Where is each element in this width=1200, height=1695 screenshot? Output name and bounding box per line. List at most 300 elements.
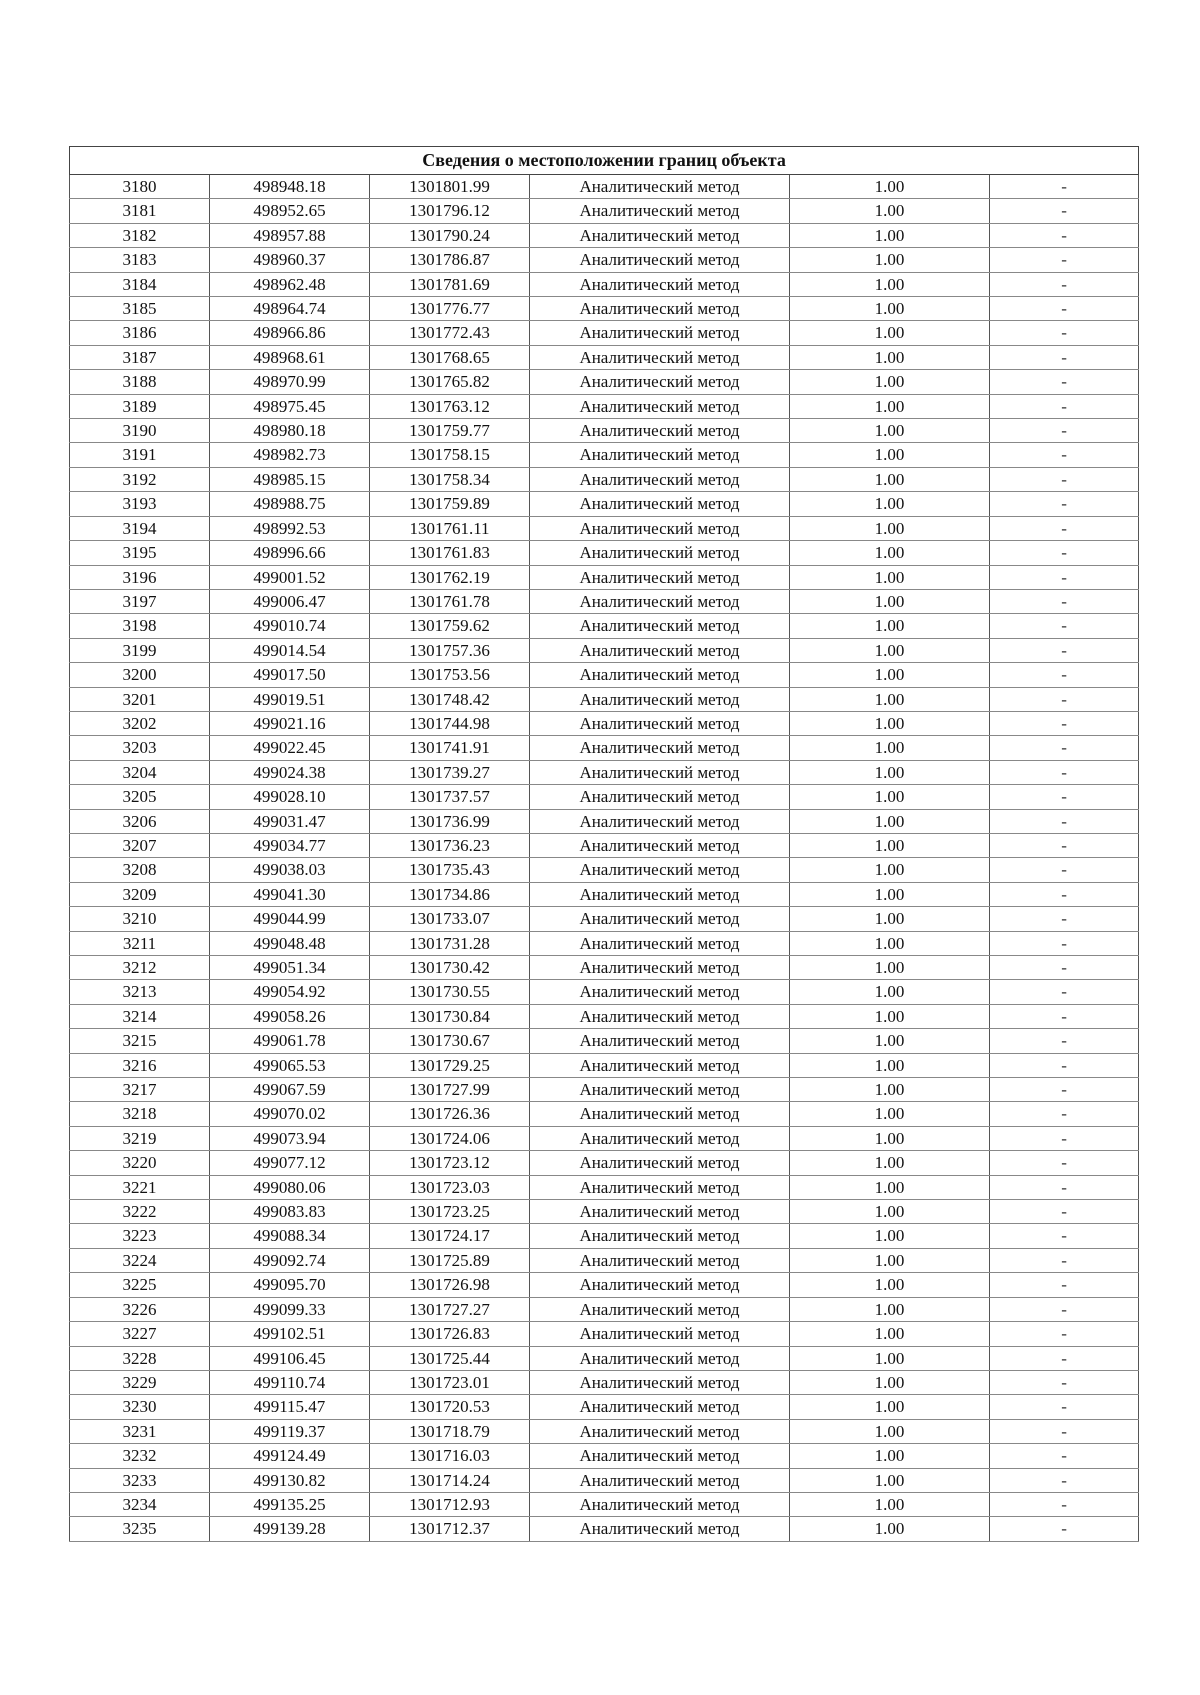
accuracy-cell: 1.00 [790, 858, 990, 882]
coord-y-cell: 1301753.56 [370, 663, 530, 687]
accuracy-cell: 1.00 [790, 833, 990, 857]
method-cell: Аналитический метод [530, 1273, 790, 1297]
point-number-cell: 3229 [70, 1370, 210, 1394]
table-row [70, 907, 1139, 931]
coord-x-cell: 499006.47 [210, 589, 370, 613]
coord-y-cell: 1301734.86 [370, 882, 530, 906]
coord-x-cell: 499139.28 [210, 1517, 370, 1541]
method-cell: Аналитический метод [530, 1370, 790, 1394]
point-number-cell: 3182 [70, 223, 210, 247]
method-cell: Аналитический метод [530, 907, 790, 931]
coord-y-cell: 1301772.43 [370, 321, 530, 345]
point-number-cell: 3219 [70, 1126, 210, 1150]
coord-x-cell: 499028.10 [210, 785, 370, 809]
coord-x-cell: 499080.06 [210, 1175, 370, 1199]
accuracy-cell: 1.00 [790, 419, 990, 443]
note-cell: - [990, 736, 1139, 760]
accuracy-cell: 1.00 [790, 785, 990, 809]
coord-x-cell: 498982.73 [210, 443, 370, 467]
point-number-cell: 3203 [70, 736, 210, 760]
point-number-cell: 3227 [70, 1322, 210, 1346]
note-cell: - [990, 858, 1139, 882]
method-cell: Аналитический метод [530, 663, 790, 687]
coord-x-cell: 498952.65 [210, 199, 370, 223]
method-cell: Аналитический метод [530, 223, 790, 247]
table-row [70, 1346, 1139, 1370]
note-cell: - [990, 1468, 1139, 1492]
table-row [70, 492, 1139, 516]
coord-x-cell: 499124.49 [210, 1444, 370, 1468]
coord-y-cell: 1301759.89 [370, 492, 530, 516]
method-cell: Аналитический метод [530, 1517, 790, 1541]
coord-x-cell: 499034.77 [210, 833, 370, 857]
note-cell: - [990, 272, 1139, 296]
accuracy-cell: 1.00 [790, 1370, 990, 1394]
point-number-cell: 3181 [70, 199, 210, 223]
accuracy-cell: 1.00 [790, 736, 990, 760]
coord-x-cell: 499077.12 [210, 1151, 370, 1175]
note-cell: - [990, 1078, 1139, 1102]
table-row [70, 565, 1139, 589]
coord-y-cell: 1301730.55 [370, 980, 530, 1004]
accuracy-cell: 1.00 [790, 1126, 990, 1150]
method-cell: Аналитический метод [530, 956, 790, 980]
accuracy-cell: 1.00 [790, 1175, 990, 1199]
note-cell: - [990, 614, 1139, 638]
point-number-cell: 3218 [70, 1102, 210, 1126]
accuracy-cell: 1.00 [790, 199, 990, 223]
coord-y-cell: 1301796.12 [370, 199, 530, 223]
method-cell: Аналитический метод [530, 589, 790, 613]
table-row [70, 1322, 1139, 1346]
coord-x-cell: 498992.53 [210, 516, 370, 540]
coord-y-cell: 1301737.57 [370, 785, 530, 809]
point-number-cell: 3198 [70, 614, 210, 638]
note-cell: - [990, 663, 1139, 687]
point-number-cell: 3204 [70, 760, 210, 784]
coord-x-cell: 498988.75 [210, 492, 370, 516]
accuracy-cell: 1.00 [790, 394, 990, 418]
coord-y-cell: 1301720.53 [370, 1395, 530, 1419]
point-number-cell: 3205 [70, 785, 210, 809]
point-number-cell: 3220 [70, 1151, 210, 1175]
accuracy-cell: 1.00 [790, 272, 990, 296]
note-cell: - [990, 809, 1139, 833]
method-cell: Аналитический метод [530, 785, 790, 809]
method-cell: Аналитический метод [530, 394, 790, 418]
note-cell: - [990, 1053, 1139, 1077]
table-row [70, 736, 1139, 760]
table-row [70, 199, 1139, 223]
point-number-cell: 3188 [70, 370, 210, 394]
point-number-cell: 3180 [70, 175, 210, 199]
point-number-cell: 3193 [70, 492, 210, 516]
accuracy-cell: 1.00 [790, 1053, 990, 1077]
note-cell: - [990, 443, 1139, 467]
table-body [70, 175, 1139, 1542]
coord-y-cell: 1301748.42 [370, 687, 530, 711]
point-number-cell: 3199 [70, 638, 210, 662]
coord-x-cell: 499061.78 [210, 1029, 370, 1053]
point-number-cell: 3201 [70, 687, 210, 711]
accuracy-cell: 1.00 [790, 1029, 990, 1053]
coord-x-cell: 499024.38 [210, 760, 370, 784]
point-number-cell: 3192 [70, 467, 210, 491]
coord-y-cell: 1301762.19 [370, 565, 530, 589]
note-cell: - [990, 833, 1139, 857]
coord-y-cell: 1301801.99 [370, 175, 530, 199]
table-row [70, 1004, 1139, 1028]
method-cell: Аналитический метод [530, 882, 790, 906]
note-cell: - [990, 907, 1139, 931]
table-row [70, 272, 1139, 296]
coord-x-cell: 498980.18 [210, 419, 370, 443]
point-number-cell: 3233 [70, 1468, 210, 1492]
method-cell: Аналитический метод [530, 175, 790, 199]
accuracy-cell: 1.00 [790, 882, 990, 906]
point-number-cell: 3184 [70, 272, 210, 296]
coord-y-cell: 1301759.62 [370, 614, 530, 638]
note-cell: - [990, 980, 1139, 1004]
point-number-cell: 3213 [70, 980, 210, 1004]
point-number-cell: 3223 [70, 1224, 210, 1248]
coord-y-cell: 1301723.03 [370, 1175, 530, 1199]
coord-y-cell: 1301718.79 [370, 1419, 530, 1443]
coord-x-cell: 499014.54 [210, 638, 370, 662]
method-cell: Аналитический метод [530, 687, 790, 711]
coord-y-cell: 1301724.06 [370, 1126, 530, 1150]
point-number-cell: 3183 [70, 248, 210, 272]
point-number-cell: 3224 [70, 1248, 210, 1272]
note-cell: - [990, 541, 1139, 565]
accuracy-cell: 1.00 [790, 663, 990, 687]
coord-y-cell: 1301758.15 [370, 443, 530, 467]
table-row [70, 1248, 1139, 1272]
note-cell: - [990, 492, 1139, 516]
coord-y-cell: 1301761.11 [370, 516, 530, 540]
coord-y-cell: 1301729.25 [370, 1053, 530, 1077]
method-cell: Аналитический метод [530, 1419, 790, 1443]
note-cell: - [990, 1273, 1139, 1297]
coord-y-cell: 1301733.07 [370, 907, 530, 931]
coord-y-cell: 1301726.36 [370, 1102, 530, 1126]
method-cell: Аналитический метод [530, 638, 790, 662]
note-cell: - [990, 956, 1139, 980]
point-number-cell: 3191 [70, 443, 210, 467]
note-cell: - [990, 1517, 1139, 1541]
coord-y-cell: 1301744.98 [370, 711, 530, 735]
accuracy-cell: 1.00 [790, 297, 990, 321]
table-row [70, 370, 1139, 394]
note-cell: - [990, 565, 1139, 589]
accuracy-cell: 1.00 [790, 223, 990, 247]
coord-y-cell: 1301758.34 [370, 467, 530, 491]
coord-y-cell: 1301786.87 [370, 248, 530, 272]
method-cell: Аналитический метод [530, 1395, 790, 1419]
note-cell: - [990, 785, 1139, 809]
table-row [70, 663, 1139, 687]
table-row [70, 175, 1139, 199]
note-cell: - [990, 370, 1139, 394]
note-cell: - [990, 1297, 1139, 1321]
method-cell: Аналитический метод [530, 443, 790, 467]
coord-y-cell: 1301712.37 [370, 1517, 530, 1541]
coord-x-cell: 499102.51 [210, 1322, 370, 1346]
table-row [70, 785, 1139, 809]
accuracy-cell: 1.00 [790, 760, 990, 784]
point-number-cell: 3189 [70, 394, 210, 418]
coord-y-cell: 1301726.98 [370, 1273, 530, 1297]
method-cell: Аналитический метод [530, 272, 790, 296]
note-cell: - [990, 589, 1139, 613]
coord-x-cell: 499119.37 [210, 1419, 370, 1443]
coord-y-cell: 1301741.91 [370, 736, 530, 760]
accuracy-cell: 1.00 [790, 687, 990, 711]
coord-y-cell: 1301724.17 [370, 1224, 530, 1248]
table-row [70, 1395, 1139, 1419]
method-cell: Аналитический метод [530, 1444, 790, 1468]
accuracy-cell: 1.00 [790, 565, 990, 589]
coord-x-cell: 498985.15 [210, 467, 370, 491]
coord-x-cell: 499106.45 [210, 1346, 370, 1370]
method-cell: Аналитический метод [530, 467, 790, 491]
table-row [70, 882, 1139, 906]
method-cell: Аналитический метод [530, 833, 790, 857]
coord-y-cell: 1301761.83 [370, 541, 530, 565]
coord-x-cell: 499095.70 [210, 1273, 370, 1297]
accuracy-cell: 1.00 [790, 589, 990, 613]
note-cell: - [990, 1419, 1139, 1443]
method-cell: Аналитический метод [530, 199, 790, 223]
point-number-cell: 3214 [70, 1004, 210, 1028]
accuracy-cell: 1.00 [790, 1492, 990, 1516]
method-cell: Аналитический метод [530, 809, 790, 833]
note-cell: - [990, 345, 1139, 369]
coord-x-cell: 499044.99 [210, 907, 370, 931]
coord-y-cell: 1301763.12 [370, 394, 530, 418]
table-row [70, 541, 1139, 565]
accuracy-cell: 1.00 [790, 443, 990, 467]
note-cell: - [990, 199, 1139, 223]
coord-y-cell: 1301716.03 [370, 1444, 530, 1468]
coord-y-cell: 1301765.82 [370, 370, 530, 394]
coord-x-cell: 498957.88 [210, 223, 370, 247]
note-cell: - [990, 1395, 1139, 1419]
coord-y-cell: 1301739.27 [370, 760, 530, 784]
table-row [70, 248, 1139, 272]
coord-y-cell: 1301736.23 [370, 833, 530, 857]
accuracy-cell: 1.00 [790, 248, 990, 272]
table-row [70, 1102, 1139, 1126]
method-cell: Аналитический метод [530, 931, 790, 955]
point-number-cell: 3228 [70, 1346, 210, 1370]
point-number-cell: 3217 [70, 1078, 210, 1102]
table-row [70, 1029, 1139, 1053]
note-cell: - [990, 1200, 1139, 1224]
accuracy-cell: 1.00 [790, 907, 990, 931]
table-row [70, 980, 1139, 1004]
table-row [70, 1370, 1139, 1394]
coord-y-cell: 1301712.93 [370, 1492, 530, 1516]
point-number-cell: 3230 [70, 1395, 210, 1419]
coord-x-cell: 498996.66 [210, 541, 370, 565]
point-number-cell: 3190 [70, 419, 210, 443]
accuracy-cell: 1.00 [790, 1346, 990, 1370]
table-title: Сведения о местоположении границ объекта [70, 147, 1139, 175]
table-row [70, 687, 1139, 711]
table-row [70, 1297, 1139, 1321]
table-row [70, 1200, 1139, 1224]
note-cell: - [990, 1004, 1139, 1028]
point-number-cell: 3226 [70, 1297, 210, 1321]
coord-x-cell: 499010.74 [210, 614, 370, 638]
method-cell: Аналитический метод [530, 1126, 790, 1150]
point-number-cell: 3207 [70, 833, 210, 857]
coord-y-cell: 1301730.42 [370, 956, 530, 980]
note-cell: - [990, 516, 1139, 540]
table-row [70, 809, 1139, 833]
accuracy-cell: 1.00 [790, 1151, 990, 1175]
coord-x-cell: 498966.86 [210, 321, 370, 345]
note-cell: - [990, 1175, 1139, 1199]
accuracy-cell: 1.00 [790, 956, 990, 980]
table-row [70, 956, 1139, 980]
point-number-cell: 3212 [70, 956, 210, 980]
coord-x-cell: 499115.47 [210, 1395, 370, 1419]
method-cell: Аналитический метод [530, 1102, 790, 1126]
table-title-row [70, 147, 1139, 175]
coord-x-cell: 499051.34 [210, 956, 370, 980]
table-row [70, 1517, 1139, 1541]
point-number-cell: 3187 [70, 345, 210, 369]
method-cell: Аналитический метод [530, 1053, 790, 1077]
point-number-cell: 3222 [70, 1200, 210, 1224]
note-cell: - [990, 1151, 1139, 1175]
coord-y-cell: 1301723.12 [370, 1151, 530, 1175]
coord-x-cell: 498962.48 [210, 272, 370, 296]
coord-x-cell: 499135.25 [210, 1492, 370, 1516]
table-row [70, 1492, 1139, 1516]
coord-x-cell: 499070.02 [210, 1102, 370, 1126]
coord-y-cell: 1301736.99 [370, 809, 530, 833]
coord-x-cell: 499022.45 [210, 736, 370, 760]
accuracy-cell: 1.00 [790, 1273, 990, 1297]
note-cell: - [990, 1346, 1139, 1370]
method-cell: Аналитический метод [530, 980, 790, 1004]
table-row [70, 638, 1139, 662]
coord-x-cell: 498975.45 [210, 394, 370, 418]
accuracy-cell: 1.00 [790, 638, 990, 662]
point-number-cell: 3200 [70, 663, 210, 687]
point-number-cell: 3194 [70, 516, 210, 540]
coord-x-cell: 499001.52 [210, 565, 370, 589]
coord-y-cell: 1301757.36 [370, 638, 530, 662]
coord-y-cell: 1301723.25 [370, 1200, 530, 1224]
point-number-cell: 3234 [70, 1492, 210, 1516]
method-cell: Аналитический метод [530, 1200, 790, 1224]
coord-y-cell: 1301776.77 [370, 297, 530, 321]
table-row [70, 614, 1139, 638]
coord-x-cell: 499130.82 [210, 1468, 370, 1492]
coord-x-cell: 498970.99 [210, 370, 370, 394]
note-cell: - [990, 419, 1139, 443]
point-number-cell: 3225 [70, 1273, 210, 1297]
method-cell: Аналитический метод [530, 492, 790, 516]
coord-x-cell: 498960.37 [210, 248, 370, 272]
accuracy-cell: 1.00 [790, 1248, 990, 1272]
point-number-cell: 3206 [70, 809, 210, 833]
coord-y-cell: 1301727.99 [370, 1078, 530, 1102]
method-cell: Аналитический метод [530, 614, 790, 638]
accuracy-cell: 1.00 [790, 345, 990, 369]
coord-x-cell: 499110.74 [210, 1370, 370, 1394]
table-row [70, 1419, 1139, 1443]
point-number-cell: 3215 [70, 1029, 210, 1053]
method-cell: Аналитический метод [530, 370, 790, 394]
table-row [70, 931, 1139, 955]
coord-x-cell: 499099.33 [210, 1297, 370, 1321]
method-cell: Аналитический метод [530, 1004, 790, 1028]
coord-y-cell: 1301735.43 [370, 858, 530, 882]
point-number-cell: 3210 [70, 907, 210, 931]
table-row [70, 1468, 1139, 1492]
method-cell: Аналитический метод [530, 1078, 790, 1102]
point-number-cell: 3185 [70, 297, 210, 321]
point-number-cell: 3216 [70, 1053, 210, 1077]
note-cell: - [990, 1444, 1139, 1468]
method-cell: Аналитический метод [530, 1175, 790, 1199]
method-cell: Аналитический метод [530, 736, 790, 760]
note-cell: - [990, 321, 1139, 345]
method-cell: Аналитический метод [530, 1224, 790, 1248]
point-number-cell: 3208 [70, 858, 210, 882]
point-number-cell: 3196 [70, 565, 210, 589]
method-cell: Аналитический метод [530, 1297, 790, 1321]
table-row [70, 419, 1139, 443]
method-cell: Аналитический метод [530, 419, 790, 443]
note-cell: - [990, 1126, 1139, 1150]
coord-x-cell: 498968.61 [210, 345, 370, 369]
note-cell: - [990, 248, 1139, 272]
coord-x-cell: 499083.83 [210, 1200, 370, 1224]
accuracy-cell: 1.00 [790, 1224, 990, 1248]
coord-y-cell: 1301727.27 [370, 1297, 530, 1321]
method-cell: Аналитический метод [530, 345, 790, 369]
point-number-cell: 3221 [70, 1175, 210, 1199]
accuracy-cell: 1.00 [790, 1297, 990, 1321]
method-cell: Аналитический метод [530, 1322, 790, 1346]
coord-x-cell: 499092.74 [210, 1248, 370, 1272]
note-cell: - [990, 1370, 1139, 1394]
accuracy-cell: 1.00 [790, 1004, 990, 1028]
note-cell: - [990, 467, 1139, 491]
coord-x-cell: 499041.30 [210, 882, 370, 906]
coord-x-cell: 499088.34 [210, 1224, 370, 1248]
note-cell: - [990, 1102, 1139, 1126]
point-number-cell: 3211 [70, 931, 210, 955]
accuracy-cell: 1.00 [790, 980, 990, 1004]
accuracy-cell: 1.00 [790, 1468, 990, 1492]
accuracy-cell: 1.00 [790, 1444, 990, 1468]
note-cell: - [990, 394, 1139, 418]
accuracy-cell: 1.00 [790, 809, 990, 833]
table-row [70, 1078, 1139, 1102]
table-row [70, 1273, 1139, 1297]
note-cell: - [990, 1322, 1139, 1346]
accuracy-cell: 1.00 [790, 541, 990, 565]
point-number-cell: 3209 [70, 882, 210, 906]
table-row [70, 1053, 1139, 1077]
